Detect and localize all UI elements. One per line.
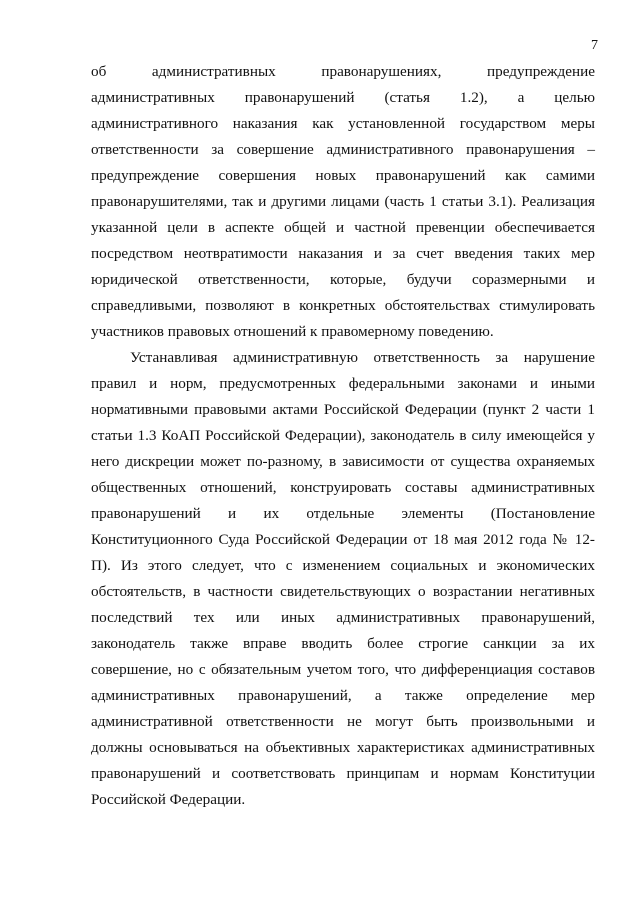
text-line: участников правовых отношений к правомерному поведению. [91, 323, 494, 340]
text-line: общественных отношений, конструировать составы административных [91, 479, 595, 496]
text-line: правонарушений и соответствовать принципам и нормам Конституции [91, 765, 595, 782]
text-line: Устанавливая административную ответственность за нарушение [130, 349, 595, 366]
text-line: П). Из этого следует, что с изменением социальных и экономических [91, 557, 595, 574]
text-line: административных правонарушений (статья 1.2), а целью [91, 89, 595, 106]
text-line: юридической ответственности, которые, будучи соразмерными и [91, 271, 595, 288]
text-line: правонарушителями, так и другими лицами (часть 1 статьи 3.1). Реализация [91, 193, 595, 210]
text-line: предупреждение совершения новых правонарушений как самими [91, 167, 595, 184]
text-line: статьи 1.3 КоАП Российской Федерации), законодатель в силу имеющейся у [91, 427, 595, 444]
text-line: административной ответственности не могут быть произвольными и [91, 713, 595, 730]
text-line: нормативными правовыми актами Российской Федерации (пункт 2 части 1 [91, 401, 595, 418]
text-line: правил и норм, предусмотренных федеральными законами и иными [91, 375, 595, 392]
text-line: Российской Федерации. [91, 791, 246, 808]
text-line: Конституционного Суда Российской Федерации от 18 мая 2012 года № 12- [91, 531, 595, 548]
text-line: него дискреции может по-разному, в зависимости от существа охраняемых [91, 453, 595, 470]
text-line: административного наказания как установленной государством меры [91, 115, 595, 132]
text-line: указанной цели в аспекте общей и частной превенции обеспечивается [91, 219, 595, 236]
text-line: должны основываться на объективных характеристиках административных [91, 739, 595, 756]
text-line: об административных правонарушениях, предупреждение [91, 63, 595, 80]
text-line: обстоятельств, в частности свидетельствующих о возрастании негативных [91, 583, 595, 600]
text-line: совершение, но с обязательным учетом того, что дифференциация составов [91, 661, 595, 678]
text-line: последствий тех или иных административных правонарушений, [91, 609, 595, 626]
text-line: посредством неотвратимости наказания и за счет введения таких мер [91, 245, 595, 262]
text-line: справедливыми, позволяют в конкретных обстоятельствах стимулировать [91, 297, 595, 314]
text-line: законодатель также вправе вводить более строгие санкции за их [91, 635, 595, 652]
text-line: правонарушений и их отдельные элементы (Постановление [91, 505, 595, 522]
page-number: 7 [591, 38, 598, 53]
text-line: административных правонарушений, а также определение мер [91, 687, 595, 704]
text-line: ответственности за совершение административного правонарушения – [91, 141, 595, 158]
